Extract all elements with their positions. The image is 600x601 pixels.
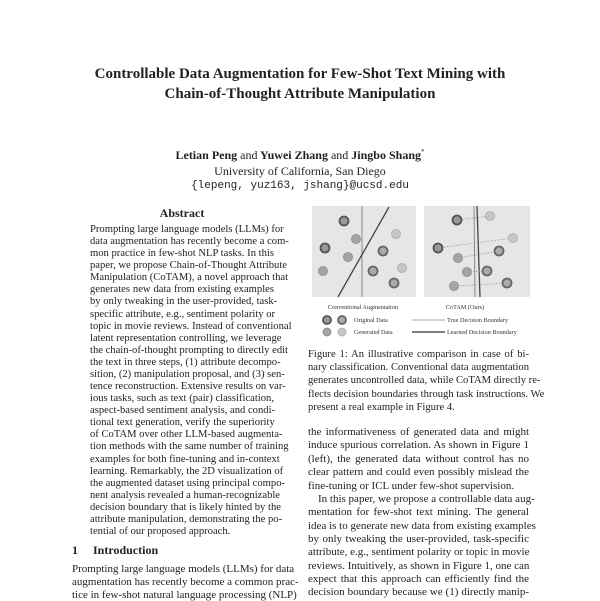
figure-1 (305, 200, 540, 345)
section-title: Introduction (93, 543, 159, 557)
legend-learned-label: Learned Decision Boundary (447, 329, 517, 336)
caption-line: nary classification. Conventional data augmentation (308, 362, 529, 374)
abstract-line: by only tweaking in the user-provided, task- (90, 296, 278, 308)
abstract-line: Manipulation (CoTAM), a novel approach that (90, 272, 289, 284)
abstract-line: latent representation controlling, we leverage (90, 332, 282, 344)
abstract-line: examples for both fine-tuning and in-context (90, 453, 280, 465)
abstract-line: data augmentation has recently become a com- (90, 236, 289, 248)
legend-original-label: Original Data (354, 317, 388, 324)
abstract-line: the augmented dataset using principal compo- (90, 477, 286, 489)
paper-title-line-2: Chain-of-Thought Attribute Manipulation (164, 86, 436, 102)
caption-line: present a real example in Figure 4. (308, 401, 455, 413)
abstract-line: of CoTAM over other LLM-based augmenta- (90, 429, 283, 441)
abstract-line: ious tasks, such as text (pair) classification, (90, 393, 274, 405)
abstract-line: tential of our proposed approach. (90, 526, 231, 537)
intro-line: Prompting large language models (LLMs) for data (72, 563, 295, 575)
author-name: Yuwei Zhang (260, 148, 328, 162)
legend-true-label: True Decision Boundary (447, 317, 508, 324)
abstract-line: topic in movie reviews. Instead of conventional (90, 320, 292, 332)
abstract-heading: Abstract (159, 206, 205, 220)
authors (0, 148, 600, 163)
legend-generated-label: Generated Data (354, 329, 393, 336)
legend (323, 316, 518, 336)
author-name: Letian Peng (175, 148, 238, 162)
body-line: mentation for few-shot text mining. The general (308, 506, 529, 519)
section-heading-introduction (72, 543, 158, 557)
body-line: reviews. Intuitively, as shown in Figure 1, one can (308, 559, 530, 572)
body-line: the informativeness of generated data and might (308, 426, 529, 438)
abstract-line: the text in three steps, (1) attribute decompo- (90, 356, 281, 368)
legend-generated-dark-icon (323, 328, 331, 336)
right-panel-label: CoTAM (Ours) (445, 304, 485, 311)
body-line: induce spurious correlation. As shown in Figure 1 (308, 439, 529, 452)
body-line: by only tweaking the user-provided, task-specific (308, 532, 529, 545)
abstract-line: paper, we propose Chain-of-Thought Attribute (90, 260, 287, 272)
abstract-line: tence reconstruction. Extensive results on var- (90, 381, 286, 393)
body-line: idea is to generate new data from existing examples (308, 519, 536, 532)
caption-line: generates uncontrolled data, while CoTAM directly re- (308, 375, 541, 387)
body-line: attribute, e.g., sentiment polarity or topic in movie (308, 546, 530, 559)
intro-line: augmentation has recently become a common prac- (72, 576, 299, 588)
abstract-line: mon practice in few-shot NLP tasks. In this (90, 248, 274, 260)
abstract-line: tional text generation, verify the superiority (90, 417, 275, 429)
caption-line: flects decision boundaries through task instructions. We (308, 388, 545, 400)
abstract-line: sition, (2) manipulation proposal, and (3) sen- (90, 368, 285, 380)
body-line: expect that this approach can efficiently find the (308, 572, 529, 585)
author-name: Jingbo Shang (351, 148, 421, 162)
abstract-line: generates new data from existing examples (90, 284, 274, 296)
email: {lepeng, yuz163, jshang}@ucsd.edu (191, 180, 409, 192)
body-line: (left), the generated data without control has no (308, 452, 529, 465)
abstract-line: specific attribute, e.g., sentiment polarity or (90, 308, 276, 320)
intro-line: tice in few-shot natural language processing (NLP) (72, 589, 297, 601)
paper-title-line-1: Controllable Data Augmentation for Few-Shot Text Mining with (94, 66, 506, 82)
legend-original-dark-icon (323, 316, 331, 324)
abstract-line: learning. Remarkably, the 2D visualization of (90, 465, 284, 477)
legend-generated-light-icon (338, 328, 346, 336)
author-separator: and (330, 148, 349, 162)
body-line: In this paper, we propose a controllable data aug- (318, 493, 535, 505)
abstract-line: nent analysis revealed a human-recognizable (90, 489, 281, 501)
abstract-line: attribute manipulation, demonstrating the po- (90, 513, 283, 525)
author-separator: and (240, 148, 258, 162)
left-panel-label: Conventional Augmentation (328, 304, 398, 311)
body-line: decision boundary because we (1) directly manip- (308, 586, 529, 599)
body-line: clear pattern and could even possibly mislead the (308, 466, 529, 479)
abstract-line: aspect-based sentiment analysis, and condi- (90, 405, 276, 417)
abstract-line: tion methods with the same number of training (90, 441, 289, 453)
caption-line: Figure 1: An illustrative comparison in case of bi- (308, 349, 529, 360)
legend-original-light-icon (338, 316, 346, 324)
body-line: fine-tuning or ICL under few-shot supervision. (308, 479, 515, 492)
section-number: 1 (72, 543, 78, 557)
corresponding-mark: * (421, 148, 425, 156)
abstract-line: Prompting large language models (LLMs) for (90, 224, 284, 235)
abstract-line: the chain-of-thought prompting to directly edit (90, 344, 288, 356)
affiliation: University of California, San Diego (214, 164, 386, 178)
abstract-line: decision boundary that is likely hinted by the (90, 501, 281, 513)
